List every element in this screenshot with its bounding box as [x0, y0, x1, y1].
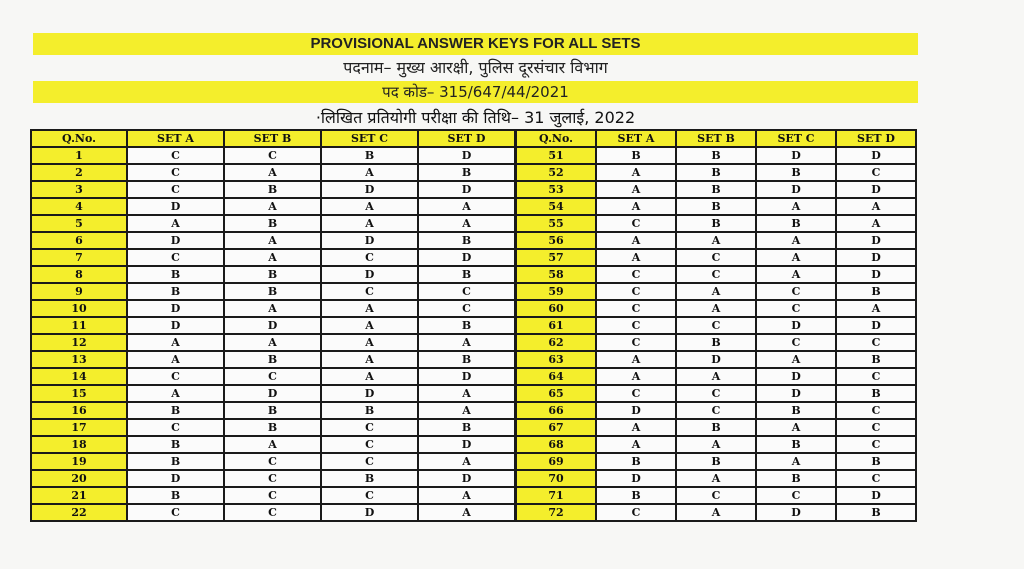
answer-cell: D [418, 249, 515, 266]
table-row [31, 504, 515, 521]
answer-cell: C [836, 164, 916, 181]
table-row [31, 300, 515, 317]
answer-cell: C [836, 402, 916, 419]
answer-cell: C [756, 283, 836, 300]
answer-cell: B [127, 283, 224, 300]
answer-cell: A [224, 198, 321, 215]
answer-cell: B [224, 266, 321, 283]
answer-cell: C [321, 249, 418, 266]
answer-cell: B [676, 147, 756, 164]
answer-cell: A [596, 249, 676, 266]
answer-cell: A [224, 249, 321, 266]
answer-cell: B [224, 351, 321, 368]
answer-cell: C [127, 147, 224, 164]
table-row [516, 470, 916, 487]
answer-cell: C [756, 300, 836, 317]
answer-cell: B [676, 419, 756, 436]
answer-cell: A [224, 164, 321, 181]
answer-cell: B [418, 351, 515, 368]
question-number: 53 [516, 181, 596, 198]
answer-cell: B [676, 453, 756, 470]
question-number: 3 [31, 181, 127, 198]
answer-cell: B [127, 487, 224, 504]
table-row [516, 266, 916, 283]
table-row [31, 249, 515, 266]
answer-cell: C [596, 334, 676, 351]
answer-cell: B [836, 453, 916, 470]
answer-cell: A [596, 181, 676, 198]
answer-cell: B [676, 334, 756, 351]
question-number: 59 [516, 283, 596, 300]
answer-cell: C [676, 249, 756, 266]
answer-cell: A [418, 453, 515, 470]
answer-cell: C [596, 504, 676, 521]
answer-cell: A [756, 232, 836, 249]
answer-cell: A [418, 198, 515, 215]
question-number: 2 [31, 164, 127, 181]
answer-cell: A [676, 300, 756, 317]
answer-table-right [515, 129, 917, 522]
answer-cell: C [676, 402, 756, 419]
answer-cell: B [756, 436, 836, 453]
exam-date: ·लिखित प्रतियोगी परीक्षा की तिथि– 31 जुलाई, 2022 [315, 108, 636, 127]
table-row [516, 504, 916, 521]
answer-cell: B [418, 266, 515, 283]
answer-cell: C [127, 164, 224, 181]
question-number: 18 [31, 436, 127, 453]
answer-cell: D [321, 504, 418, 521]
answer-cell: C [321, 283, 418, 300]
column-header-set: SET D [836, 130, 916, 147]
answer-cell: D [756, 368, 836, 385]
table-row [516, 351, 916, 368]
question-number: 7 [31, 249, 127, 266]
answer-cell: B [836, 283, 916, 300]
answer-cell: A [756, 419, 836, 436]
question-number: 52 [516, 164, 596, 181]
answer-cell: B [127, 436, 224, 453]
table-row [31, 470, 515, 487]
column-header-qno: Q.No. [516, 130, 596, 147]
question-number: 67 [516, 419, 596, 436]
question-number: 61 [516, 317, 596, 334]
question-number: 71 [516, 487, 596, 504]
answer-cell: A [676, 470, 756, 487]
answer-cell: D [418, 147, 515, 164]
answer-cell: A [321, 368, 418, 385]
answer-cell: B [224, 215, 321, 232]
answer-cell: A [596, 232, 676, 249]
answer-cell: C [418, 300, 515, 317]
answer-cell: A [596, 419, 676, 436]
answer-cell: B [418, 317, 515, 334]
answer-cell: D [596, 470, 676, 487]
post-name: पदनाम– मुख्य आरक्षी, पुलिस दूरसंचार विभाग [33, 56, 918, 80]
column-header-set: SET B [224, 130, 321, 147]
answer-cell: B [321, 470, 418, 487]
answer-cell: D [127, 470, 224, 487]
column-header-set: SET B [676, 130, 756, 147]
table-row [31, 283, 515, 300]
table-row [31, 385, 515, 402]
question-number: 70 [516, 470, 596, 487]
answer-cell: D [596, 402, 676, 419]
table-row [516, 283, 916, 300]
answer-cell: A [676, 368, 756, 385]
question-number: 54 [516, 198, 596, 215]
answer-cell: A [418, 504, 515, 521]
answer-cell: A [418, 334, 515, 351]
question-number: 20 [31, 470, 127, 487]
answer-cell: A [836, 215, 916, 232]
answer-cell: C [676, 385, 756, 402]
answer-cell: D [127, 232, 224, 249]
table-row [31, 419, 515, 436]
answer-cell: C [321, 487, 418, 504]
answer-cell: A [418, 487, 515, 504]
question-number: 11 [31, 317, 127, 334]
answer-cell: C [676, 317, 756, 334]
question-number: 1 [31, 147, 127, 164]
answer-cell: B [676, 198, 756, 215]
answer-cell: A [321, 198, 418, 215]
answer-cell: A [756, 249, 836, 266]
table-row [516, 453, 916, 470]
answer-cell: D [836, 266, 916, 283]
answer-cell: A [596, 368, 676, 385]
table-row [516, 215, 916, 232]
answer-cell: C [836, 436, 916, 453]
answer-cell: D [127, 317, 224, 334]
answer-cell: B [224, 181, 321, 198]
answer-cell: D [418, 181, 515, 198]
answer-cell: C [836, 419, 916, 436]
answer-cell: A [224, 436, 321, 453]
answer-cell: C [127, 504, 224, 521]
table-row [516, 249, 916, 266]
answer-cell: A [418, 215, 515, 232]
question-number: 19 [31, 453, 127, 470]
answer-cell: A [596, 198, 676, 215]
answer-cell: A [676, 283, 756, 300]
answer-cell: B [596, 487, 676, 504]
question-number: 58 [516, 266, 596, 283]
question-number: 12 [31, 334, 127, 351]
answer-cell: C [676, 487, 756, 504]
table-row [516, 436, 916, 453]
answer-cell: B [756, 164, 836, 181]
question-number: 72 [516, 504, 596, 521]
answer-cell: D [756, 385, 836, 402]
answer-cell: A [127, 385, 224, 402]
answer-cell: B [127, 402, 224, 419]
answer-cell: D [836, 487, 916, 504]
column-header-set: SET D [418, 130, 515, 147]
answer-cell: B [756, 402, 836, 419]
table-row [31, 215, 515, 232]
answer-cell: B [224, 402, 321, 419]
question-number: 9 [31, 283, 127, 300]
question-number: 65 [516, 385, 596, 402]
table-row [516, 487, 916, 504]
answer-cell: C [127, 249, 224, 266]
answer-cell: C [596, 385, 676, 402]
answer-cell: A [224, 300, 321, 317]
question-number: 57 [516, 249, 596, 266]
answer-cell: B [836, 385, 916, 402]
answer-cell: C [224, 504, 321, 521]
table-row [516, 368, 916, 385]
answer-cell: B [836, 504, 916, 521]
answer-cell: D [836, 181, 916, 198]
table-row [516, 300, 916, 317]
answer-cell: C [596, 215, 676, 232]
answer-cell: D [321, 232, 418, 249]
answer-cell: B [836, 351, 916, 368]
question-number: 13 [31, 351, 127, 368]
answer-cell: D [756, 504, 836, 521]
answer-cell: B [321, 402, 418, 419]
table-row [516, 385, 916, 402]
answer-cell: C [676, 266, 756, 283]
column-header-set: SET C [756, 130, 836, 147]
answer-cell: A [596, 164, 676, 181]
table-row [516, 419, 916, 436]
table-row [516, 232, 916, 249]
answer-cell: B [127, 453, 224, 470]
table-row [31, 317, 515, 334]
answer-rows [31, 147, 515, 521]
answer-cell: C [127, 181, 224, 198]
question-number: 4 [31, 198, 127, 215]
table-row [516, 334, 916, 351]
answer-cell: D [676, 351, 756, 368]
answer-cell: D [224, 385, 321, 402]
answer-cell: C [127, 368, 224, 385]
question-number: 63 [516, 351, 596, 368]
question-number: 8 [31, 266, 127, 283]
answer-cell: D [127, 300, 224, 317]
answer-cell: B [418, 232, 515, 249]
table-row [31, 147, 515, 164]
answer-cell: B [321, 147, 418, 164]
question-number: 68 [516, 436, 596, 453]
table-row [31, 232, 515, 249]
answer-cell: C [596, 283, 676, 300]
answer-cell: C [836, 334, 916, 351]
answer-cell: C [224, 453, 321, 470]
question-number: 6 [31, 232, 127, 249]
answer-rows [516, 147, 916, 521]
table-row [516, 317, 916, 334]
answer-cell: B [596, 147, 676, 164]
answer-cell: A [321, 351, 418, 368]
answer-cell: A [756, 198, 836, 215]
answer-cell: D [418, 470, 515, 487]
answer-cell: A [836, 300, 916, 317]
answer-cell: B [756, 215, 836, 232]
answer-cell: D [836, 249, 916, 266]
answer-cell: A [418, 402, 515, 419]
answer-cell: D [756, 147, 836, 164]
answer-cell: C [596, 266, 676, 283]
answer-cell: D [418, 368, 515, 385]
table-row [31, 402, 515, 419]
table-row [31, 266, 515, 283]
answer-cell: B [224, 419, 321, 436]
column-header-qno: Q.No. [31, 130, 127, 147]
answer-cell: A [596, 351, 676, 368]
table-header-row [31, 130, 515, 147]
question-number: 21 [31, 487, 127, 504]
table-row [31, 453, 515, 470]
table-row [31, 198, 515, 215]
question-number: 5 [31, 215, 127, 232]
answer-cell: A [127, 351, 224, 368]
answer-cell: A [676, 232, 756, 249]
table-header-row [516, 130, 916, 147]
answer-cell: A [321, 334, 418, 351]
answer-cell: A [676, 504, 756, 521]
table-row [516, 164, 916, 181]
answer-cell: D [321, 181, 418, 198]
answer-cell: C [596, 317, 676, 334]
answer-cell: A [756, 351, 836, 368]
column-header-set: SET C [321, 130, 418, 147]
question-number: 62 [516, 334, 596, 351]
question-number: 14 [31, 368, 127, 385]
answer-cell: D [756, 181, 836, 198]
answer-cell: C [836, 470, 916, 487]
answer-cell: A [127, 215, 224, 232]
answer-cell: A [756, 453, 836, 470]
answer-cell: C [127, 419, 224, 436]
answer-cell: D [321, 266, 418, 283]
answer-cell: C [596, 300, 676, 317]
question-number: 64 [516, 368, 596, 385]
answer-cell: D [127, 198, 224, 215]
answer-cell: D [836, 232, 916, 249]
column-header-set: SET A [127, 130, 224, 147]
question-number: 16 [31, 402, 127, 419]
question-number: 17 [31, 419, 127, 436]
question-number: 69 [516, 453, 596, 470]
answer-cell: D [321, 385, 418, 402]
answer-cell: A [321, 215, 418, 232]
answer-cell: C [224, 147, 321, 164]
question-number: 60 [516, 300, 596, 317]
answer-cell: B [676, 181, 756, 198]
answer-cell: C [224, 487, 321, 504]
table-row [516, 198, 916, 215]
question-number: 55 [516, 215, 596, 232]
answer-cell: B [224, 283, 321, 300]
column-header-set: SET A [596, 130, 676, 147]
answer-cell: B [676, 164, 756, 181]
table-row [31, 487, 515, 504]
table-row [31, 181, 515, 198]
answer-cell: D [836, 147, 916, 164]
table-row [31, 368, 515, 385]
answer-cell: D [756, 317, 836, 334]
table-row [31, 334, 515, 351]
answer-cell: B [756, 470, 836, 487]
question-number: 22 [31, 504, 127, 521]
answer-cell: B [596, 453, 676, 470]
answer-cell: D [224, 317, 321, 334]
answer-table-left [30, 129, 516, 522]
answer-cell: D [418, 436, 515, 453]
table-row [31, 164, 515, 181]
answer-cell: A [321, 317, 418, 334]
answer-cell: A [127, 334, 224, 351]
question-number: 66 [516, 402, 596, 419]
answer-cell: B [418, 419, 515, 436]
question-number: 51 [516, 147, 596, 164]
answer-cell: C [756, 334, 836, 351]
answer-cell: A [676, 436, 756, 453]
answer-cell: C [836, 368, 916, 385]
answer-cell: A [836, 198, 916, 215]
answer-cell: C [321, 436, 418, 453]
answer-cell: A [418, 385, 515, 402]
answer-cell: C [321, 419, 418, 436]
answer-cell: A [596, 436, 676, 453]
answer-cell: C [224, 470, 321, 487]
table-row [516, 147, 916, 164]
table-row [516, 402, 916, 419]
answer-cell: C [756, 487, 836, 504]
answer-cell: A [321, 164, 418, 181]
answer-cell: C [321, 453, 418, 470]
answer-cell: B [418, 164, 515, 181]
post-code: पद कोड– 315/647/44/2021 [33, 81, 918, 103]
question-number: 15 [31, 385, 127, 402]
document-title: PROVISIONAL ANSWER KEYS FOR ALL SETS [33, 33, 918, 55]
question-number: 56 [516, 232, 596, 249]
table-row [31, 436, 515, 453]
answer-cell: A [224, 232, 321, 249]
question-number: 10 [31, 300, 127, 317]
table-row [516, 181, 916, 198]
answer-cell: B [676, 215, 756, 232]
answer-cell: C [224, 368, 321, 385]
answer-cell: A [224, 334, 321, 351]
table-row [31, 351, 515, 368]
answer-cell: A [321, 300, 418, 317]
answer-cell: C [418, 283, 515, 300]
answer-cell: A [756, 266, 836, 283]
answer-cell: D [836, 317, 916, 334]
answer-cell: B [127, 266, 224, 283]
